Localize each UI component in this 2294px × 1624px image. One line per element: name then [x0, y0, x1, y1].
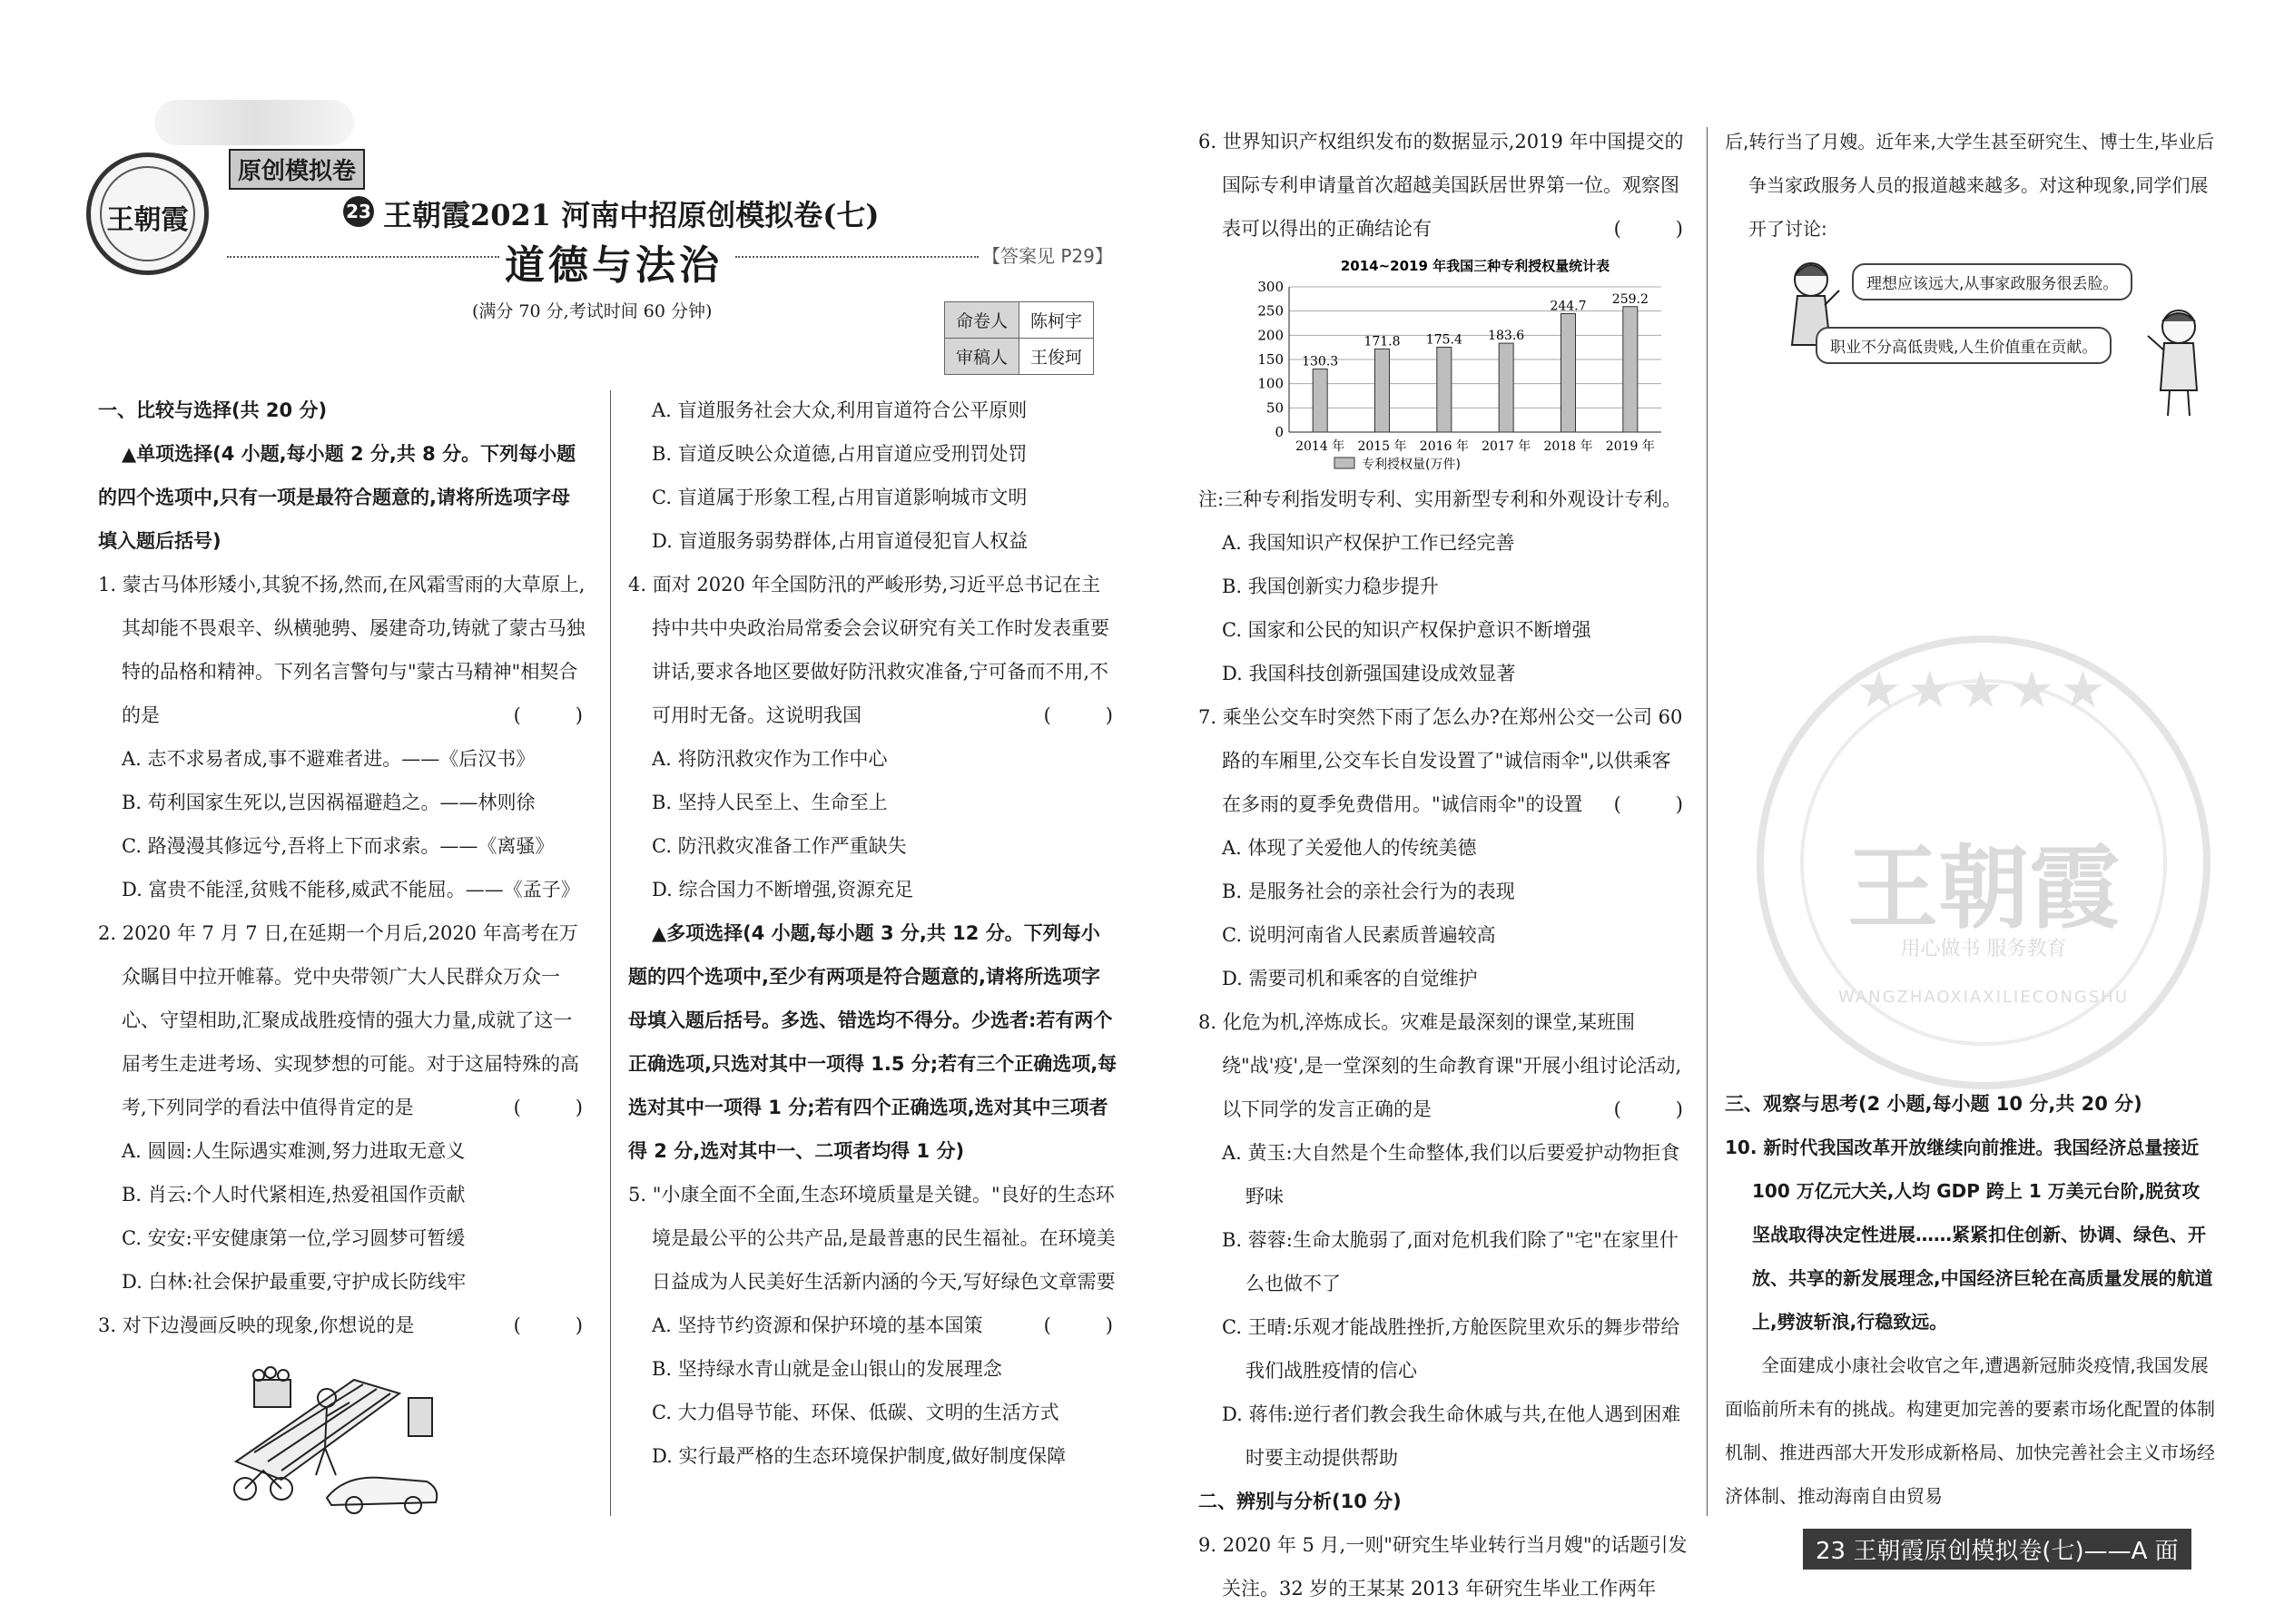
question-10: 10. 新时代我国改革开放继续向前推进。我国经济总量接近 100 万亿元大关,人均 GDP 跨上 1 万美元台阶,脱贫攻坚战取得决定性进展……紧紧扣住创新、协调、绿色、开放、共享的新发展理念,中国经济巨轮在高质量发展的航道上,劈波斩浪,行稳致远。	[1725, 1137, 2213, 1333]
option: C. 安安:平安健康第一位,学习圆梦可暂缓	[122, 1227, 466, 1249]
page-footer: 23 王朝霞原创模拟卷(七)——A 面	[1803, 1529, 2191, 1570]
exam-tag: 原创模拟卷	[229, 149, 365, 190]
option: D. 富贵不能淫,贫贱不能移,威武不能屈。——《孟子》	[122, 879, 580, 901]
option: D. 蒋伟:逆行者们教会我生命休戚与共,在他人遇到困难时要主动提供帮助	[1222, 1403, 1681, 1469]
section-3-heading: 三、观察与思考(2 小题,每小题 10 分,共 20 分)	[1725, 1093, 2142, 1115]
y-tick-label: 150	[1257, 351, 1284, 368]
option: C. 盲道属于形象工程,占用盲道影响城市文明	[652, 487, 1028, 508]
speech-bubble-2: 职业不分高低贵贱,人生价值重在贡献。	[1816, 327, 2112, 364]
question-3-text: 3. 对下边漫画反映的现象,你想说的是	[98, 1314, 415, 1336]
option: A. 黄玉:大自然是个生命整体,我们以后要爱护动物拒食野味	[1222, 1142, 1680, 1207]
section-1-heading: 一、比较与选择(共 20 分)	[98, 399, 328, 421]
answer-blank[interactable]: ( )	[513, 704, 588, 726]
question-1-text: 1. 蒙古马体形矮小,其貌不扬,然而,在风霜雪雨的大草原上,其却能不畏艰辛、纵横驰骋、屡建奇功,铸就了蒙古马独特的品格和精神。下列名言警句与"蒙古马精神"相契合的是	[98, 574, 586, 726]
chart-title: 2014~2019 年我国三种专利授权量统计表	[1340, 258, 1610, 274]
option: C. 路漫漫其修远兮,吾将上下而求索。——《离骚》	[122, 835, 555, 857]
staff-name: 王俊珂	[1019, 339, 1094, 375]
watermark-star-row: ★★★★★	[1856, 661, 2112, 720]
bar	[1623, 307, 1638, 432]
bar	[1561, 313, 1576, 432]
question-2	[98, 911, 588, 1129]
staff-role: 命卷人	[945, 302, 1019, 339]
y-tick-label: 250	[1257, 302, 1284, 320]
data-label: 171.8	[1364, 334, 1401, 349]
option: A. 将防汛救灾作为工作中心	[652, 748, 888, 770]
option: A. 盲道服务社会大众,利用盲道符合公平原则	[652, 399, 1028, 421]
answer-blank[interactable]: ( )	[1613, 793, 1689, 815]
option: C. 王晴:乐观才能战胜挫折,方舱医院里欢乐的舞步带给我们战胜疫情的信心	[1222, 1316, 1680, 1382]
question-1	[98, 563, 588, 737]
answer-blank[interactable]: ( )	[1043, 1314, 1118, 1336]
option: C. 防汛救灾准备工作严重缺失	[652, 835, 907, 857]
chart-container	[1198, 251, 1689, 477]
staff-role: 审稿人	[945, 339, 1019, 375]
bar	[1375, 349, 1390, 432]
option: B. 是服务社会的亲社会行为的表现	[1222, 881, 1515, 902]
column-divider	[1707, 127, 1708, 1516]
legend-swatch	[1334, 458, 1354, 468]
question-6	[1198, 120, 1689, 251]
score-info: (满分 70 分,考试时间 60 分钟)	[472, 301, 713, 321]
option: D. 综合国力不断增强,资源充足	[652, 879, 914, 901]
option: C. 说明河南省人民素质普遍较高	[1222, 924, 1496, 946]
staff-name: 陈柯宇	[1019, 302, 1094, 339]
data-label: 244.7	[1550, 299, 1587, 314]
watermark-emblem	[1757, 635, 2210, 1089]
x-tick-label: 2015 年	[1357, 439, 1407, 454]
question-5-text: 5. "小康全面不全面,生态环境质量是关键。"良好的生态环境是最公平的公共产品,是最普惠的民生福祉。在环境美日益成为人民美好生活新内涵的今天,写好绿色文章需要	[628, 1184, 1116, 1293]
option: A. 体现了关爱他人的传统美德	[1222, 837, 1477, 859]
option: B. 盲道反映公众道德,占用盲道应受刑罚处罚	[652, 443, 1028, 465]
patent-bar-chart	[1226, 251, 1679, 477]
exam-number-badge: 23	[343, 196, 374, 227]
option: A. 我国知识产权保护工作已经完善	[1222, 532, 1515, 554]
option: B. 苟利国家生死以,岂因祸福避趋之。——林则徐	[122, 792, 536, 813]
data-label: 175.4	[1425, 332, 1462, 348]
data-label: 130.3	[1302, 354, 1339, 369]
question-6-text: 6. 世界知识产权组织发布的数据显示,2019 年中国提交的国际专利申请量首次超越美国跃居世界第一位。观察图表可以得出的正确结论有	[1198, 131, 1684, 240]
answer-reference: 【答案见 P29】	[982, 245, 1113, 267]
option: D. 我国科技创新强国建设成效显著	[1222, 663, 1516, 684]
data-label: 259.2	[1611, 291, 1649, 307]
y-tick-label: 200	[1257, 327, 1284, 344]
option: A. 圆圆:人生际遇实难测,努力进取无意义	[122, 1140, 466, 1162]
speech-bubble-1: 理想应该远大,从事家政服务很丢脸。	[1852, 263, 2132, 300]
watermark-ring-text: WANGZHAOXIAXILIECONGSHU	[1837, 988, 2129, 1007]
x-tick-label: 2019 年	[1605, 439, 1655, 454]
bar	[1499, 343, 1513, 432]
bar	[1437, 347, 1452, 432]
exam-title: 王朝霞2021 河南中招原创模拟卷(七)	[383, 198, 880, 232]
y-tick-label: 300	[1257, 279, 1284, 295]
question-7-text: 7. 乘坐公交车时突然下雨了怎么办?在郑州公交一公司 60 路的车厢里,公交车长自发设置了"诚信雨伞",以供乘客在多雨的夏季免费借用。"诚信雨伞"的设置	[1198, 706, 1683, 815]
legend-label: 专利授权量(万件)	[1362, 458, 1461, 472]
logo-seal	[86, 153, 209, 275]
watermark-brand: 王朝霞	[1847, 834, 2120, 941]
data-label: 183.6	[1488, 329, 1525, 344]
boy-student-figure	[2142, 300, 2215, 418]
x-tick-label: 2014 年	[1295, 439, 1345, 454]
question-8	[1198, 1000, 1689, 1131]
answer-blank[interactable]: ( )	[513, 1097, 588, 1118]
option: B. 蓉蓉:生命太脆弱了,面对危机我们除了"宅"在家里什么也做不了	[1222, 1229, 1679, 1294]
question-2-text: 2. 2020 年 7 月 7 日,在延期一个月后,2020 年高考在万众瞩目中拉开帷幕。党中央带领广大人民群众万众一心、守望相助,汇聚成战胜疫情的强大力量,成就了这一届考生走进考场、实现梦想的可能。对于这届特殊的高考,下列同学的看法中值得肯定的是	[98, 922, 579, 1118]
section-2-heading: 二、辨别与分析(10 分)	[1198, 1491, 1402, 1512]
cartoon-blind-lane-illustration	[218, 1362, 454, 1516]
chart-note: 注:三种专利指发明专利、实用新型专利和外观设计专利。	[1198, 488, 1682, 510]
question-4	[628, 563, 1118, 737]
logo-brand: 王朝霞	[106, 204, 189, 236]
x-tick-label: 2017 年	[1482, 439, 1531, 454]
single-choice-instructions: ▲单项选择(4 小题,每小题 2 分,共 8 分。下列每小题的四个选项中,只有一项是最符合题意的,请将所选项字母填入题后括号)	[98, 443, 576, 552]
option: B. 坚持绿水青山就是金山银山的发展理念	[652, 1358, 1002, 1380]
option: A. 志不求易者成,事不避难者进。——《后汉书》	[122, 748, 536, 770]
column-3	[1198, 120, 1689, 1610]
column-1	[98, 389, 588, 1347]
question-10-paragraph-2: 全面建成小康社会收官之年,遭遇新冠肺炎疫情,我国发展面临前所未有的挑战。构建更加完善的要素市场化配置的体制机制、推进西部大开发形成新格局、加快完善社会主义市场经济体制、推动海南自由贸易	[1725, 1354, 2215, 1507]
option: A. 坚持节约资源和保护环境的基本国策	[652, 1314, 983, 1336]
question-4-text: 4. 面对 2020 年全国防汛的严峻形势,习近平总书记在主持中共中央政治局常委会会议研究有关工作时发表重要讲话,要求各地区要做好防汛救灾准备,宁可备而不用,不可用时无备。这说明我国	[628, 574, 1109, 726]
option: D. 实行最严格的生态环境保护制度,做好制度保障	[652, 1445, 1067, 1467]
column-2	[628, 389, 1118, 1478]
answer-blank[interactable]: ( )	[1613, 218, 1689, 240]
option: B. 坚持人民至上、生命至上	[652, 792, 888, 813]
y-tick-label: 100	[1257, 375, 1284, 392]
multi-choice-instructions: ▲多项选择(4 小题,每小题 3 分,共 12 分。下列每小题的四个选项中,至少有两项是符合题意的,请将所选项字母填入题后括号。多选、错选均不得分。少选者:若有两个正确选项,只选对其中一项得 1.5 分;若有三个正确选项,每选对其中一项得 1 分;若有四个正确选项,选对其中三项者得 2 分,选对其中一、二项者均得 1 分)	[628, 922, 1117, 1162]
question-9: 9. 2020 年 5 月,一则"研究生毕业转行当月嫂"的话题引发关注。32 岁的王某某 2013 年研究生毕业工作两年	[1198, 1534, 1688, 1599]
question-3	[98, 1304, 588, 1347]
option: C. 国家和公民的知识产权保护意识不断增强	[1222, 619, 1591, 641]
question-8-text: 8. 化危为机,淬炼成长。灾难是最深刻的课堂,某班围绕"战'疫',是一堂深刻的生命教育课"开展小组讨论活动,以下同学的发言正确的是	[1198, 1011, 1682, 1120]
question-9-continued: 后,转行当了月嫂。近年来,大学生甚至研究生、博士生,毕业后争当家政服务人员的报道越来越多。对这种现象,同学们展开了讨论:	[1725, 131, 2215, 240]
option: B. 我国创新实力稳步提升	[1222, 576, 1439, 597]
option: D. 白林:社会保护最重要,守护成长防线牢	[122, 1271, 467, 1293]
question-7	[1198, 695, 1689, 826]
option: B. 肖云:个人时代紧相连,热爱祖国作贡献	[122, 1184, 466, 1206]
subject-title: 道德与法治	[505, 242, 723, 289]
answer-blank[interactable]: ( )	[1043, 704, 1118, 726]
answer-blank[interactable]: ( )	[513, 1314, 588, 1336]
column-4	[1725, 120, 2215, 251]
title-rule-left	[227, 256, 499, 258]
staff-table	[944, 301, 1094, 375]
x-tick-label: 2016 年	[1419, 439, 1469, 454]
bar	[1313, 369, 1327, 432]
ribbon-decoration	[154, 100, 354, 145]
x-tick-label: 2018 年	[1543, 439, 1593, 454]
watermark-slogan: 用心做书 服务教育	[1900, 938, 2067, 960]
title-rule-right	[735, 256, 979, 258]
option: D. 需要司机和乘客的自觉维护	[1222, 968, 1478, 989]
answer-blank[interactable]: ( )	[1613, 1098, 1689, 1120]
column-divider	[610, 390, 611, 1516]
y-tick-label: 50	[1265, 399, 1284, 417]
option: D. 盲道服务弱势群体,占用盲道侵犯盲人权益	[652, 530, 1029, 552]
option: C. 大力倡导节能、环保、低碳、文明的生活方式	[652, 1402, 1059, 1423]
column-4-lower	[1725, 1082, 2215, 1518]
y-tick-label: 0	[1275, 424, 1284, 440]
